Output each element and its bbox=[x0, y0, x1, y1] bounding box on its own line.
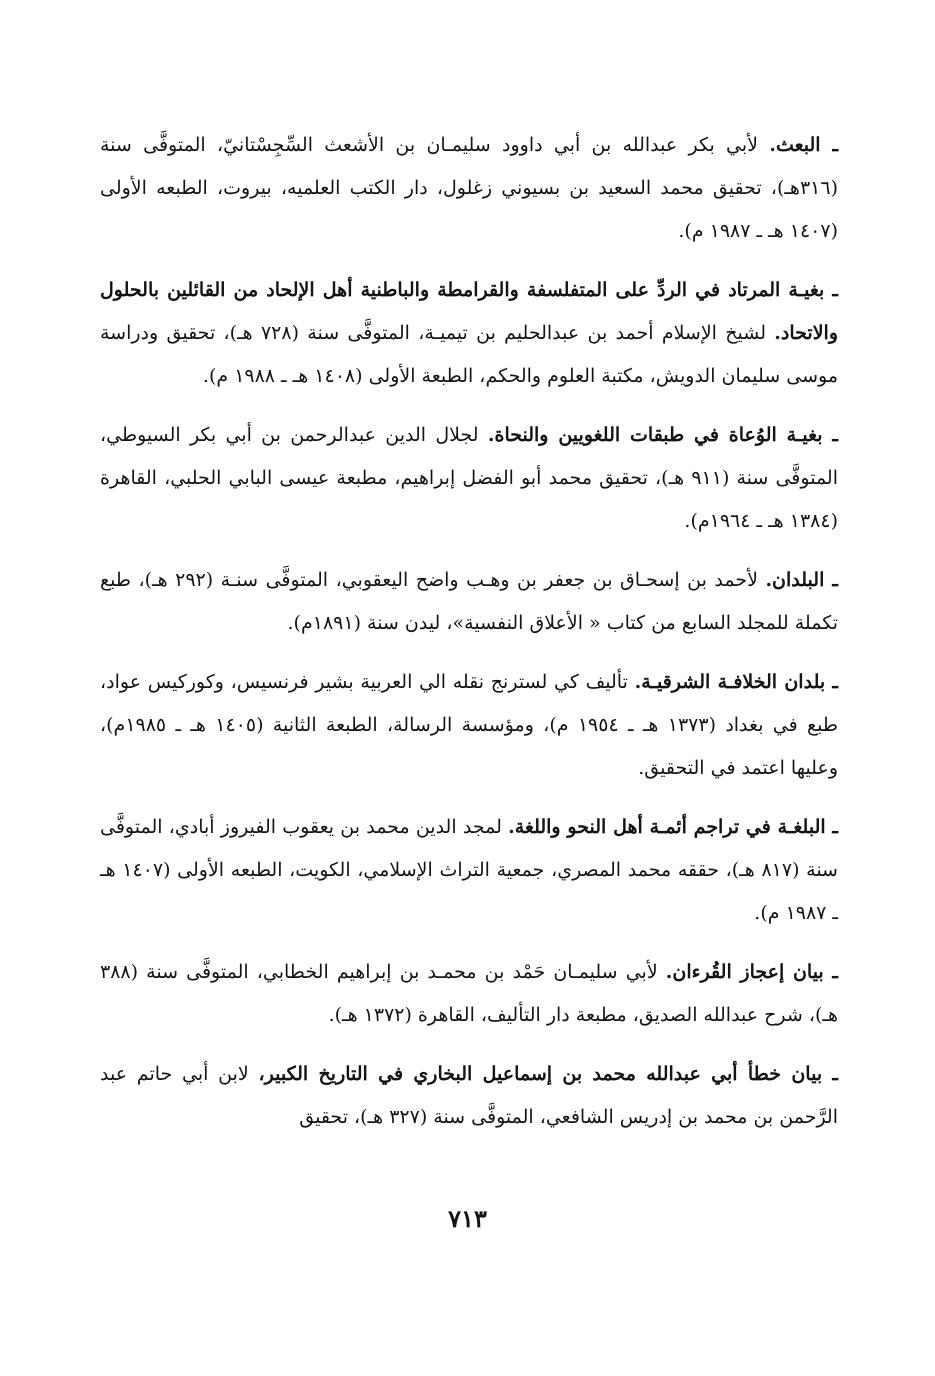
entry-body: لأبي بكر عبدالله بن أبي داوود سليمـان بن الأشعث السِّجِسْتانيّ، المتوفَّى سنة (٣١٦هـ)، تحقيق محمد السعيد بن بسيوني زغلول، دار الكتب العلميه، بيروت، الطبعه الأولى (١٤٠٧ هـ ـ ١٩٨٧ م). bbox=[100, 134, 838, 242]
entry-body: لأحمد بن إسحـاق بن جعفر بن وهـب واضح اليعقوبي، المتوفَّى سنـة (٢٩٢ هـ)، طبع تكملة للمجلد السابع من كتاب « الأعلاق النفسية»، ليدن سنة (١٨٩١م). bbox=[100, 569, 838, 634]
entry-title: ـ بلدان الخلافـة الشرقيـة. bbox=[634, 671, 838, 693]
entry-title: ـ بيان خطأ أبي عبدالله محمد بن إسماعيل البخاري في التاريخ الكبير، bbox=[258, 1063, 838, 1085]
entry-body: تأليف كي لسترنج نقله الي العربية بشير فرنسيس، وكوركيس عواد، طبع في بغداد (١٣٧٣ هـ ـ ١٩٥٤ م)، ومؤسسة الرسالة، الطبعة الثانية (١٤٠٥ هـ ـ ١٩٨٥م)، وعليها اعتمد في التحقيق. bbox=[100, 671, 839, 779]
bibliography-entry bbox=[100, 661, 838, 790]
entry-title: ـ بغيـة المرتاد في الردِّ على المتفلسفة والقرامطة والباطنية أهل الإلحاد من القائلين بالحلول والاتحاد. bbox=[100, 279, 838, 344]
bibliography-entry bbox=[100, 124, 838, 253]
entry-body: لابن أبي حاتم عبد الرَّحمن بن محمد بن إدريس الشافعي، المتوفَّى سنة (٣٢٧ هـ)، تحقيق bbox=[100, 1063, 838, 1128]
entry-title: ـ البعث. bbox=[769, 134, 839, 156]
entry-title: ـ البلدان. bbox=[765, 569, 838, 591]
entry-title: ـ بغيـة الوُعاة في طبقات اللغويين والنحاة. bbox=[487, 424, 838, 446]
entry-body: لمجد الدين محمد بن يعقوب الفيروز أبادي، المتوفَّى سنة (٨١٧ هـ)، حققه محمد المصري، جمعية التراث الإسلامي، الكويت، الطبعه الأولى (١٤٠٧ هـ ـ ١٩٨٧ م). bbox=[100, 816, 838, 924]
bibliography-list bbox=[100, 124, 838, 1155]
entry-title: ـ بيان إعجاز القُرءان. bbox=[665, 961, 838, 983]
entry-title: ـ البلغـة في تراجم أئمـة أهل النحو واللغة. bbox=[508, 816, 838, 838]
bibliography-entry bbox=[100, 806, 838, 935]
page-number: ٧١٣ bbox=[448, 1204, 487, 1233]
entry-body: لأبي سليمـان حَمْد بن محمـد بن إبراهيم الخطابي، المتوفَّى سنة (٣٨٨ هـ)، شرح عبدالله الصديق، مطبعة دار التأليف، القاهرة (١٣٧٢ هـ). bbox=[100, 961, 838, 1026]
bibliography-entry bbox=[100, 1053, 838, 1139]
bibliography-entry bbox=[100, 559, 838, 645]
bibliography-entry bbox=[100, 269, 838, 398]
bibliography-entry bbox=[100, 951, 838, 1037]
entry-body: لجلال الدين عبدالرحمن بن أبي بكر السيوطي، المتوفَّى سنة (٩١١ هـ)، تحقيق محمد أبو الفضل إبراهيم، مطبعة عيسى البابي الحلبي، القاهرة (١٣٨٤ هـ ـ ١٩٦٤م). bbox=[100, 424, 838, 532]
bibliography-entry bbox=[100, 414, 838, 543]
entry-body: لشيخ الإسلام أحمد بن عبدالحليم بن تيميـة، المتوفَّى سنة (٧٢٨ هـ)، تحقيق ودراسة موسى سليمان الدويش، مكتبة العلوم والحكم، الطبعة الأولى (١٤٠٨ هـ ـ ١٩٨٨ م). bbox=[100, 322, 838, 387]
